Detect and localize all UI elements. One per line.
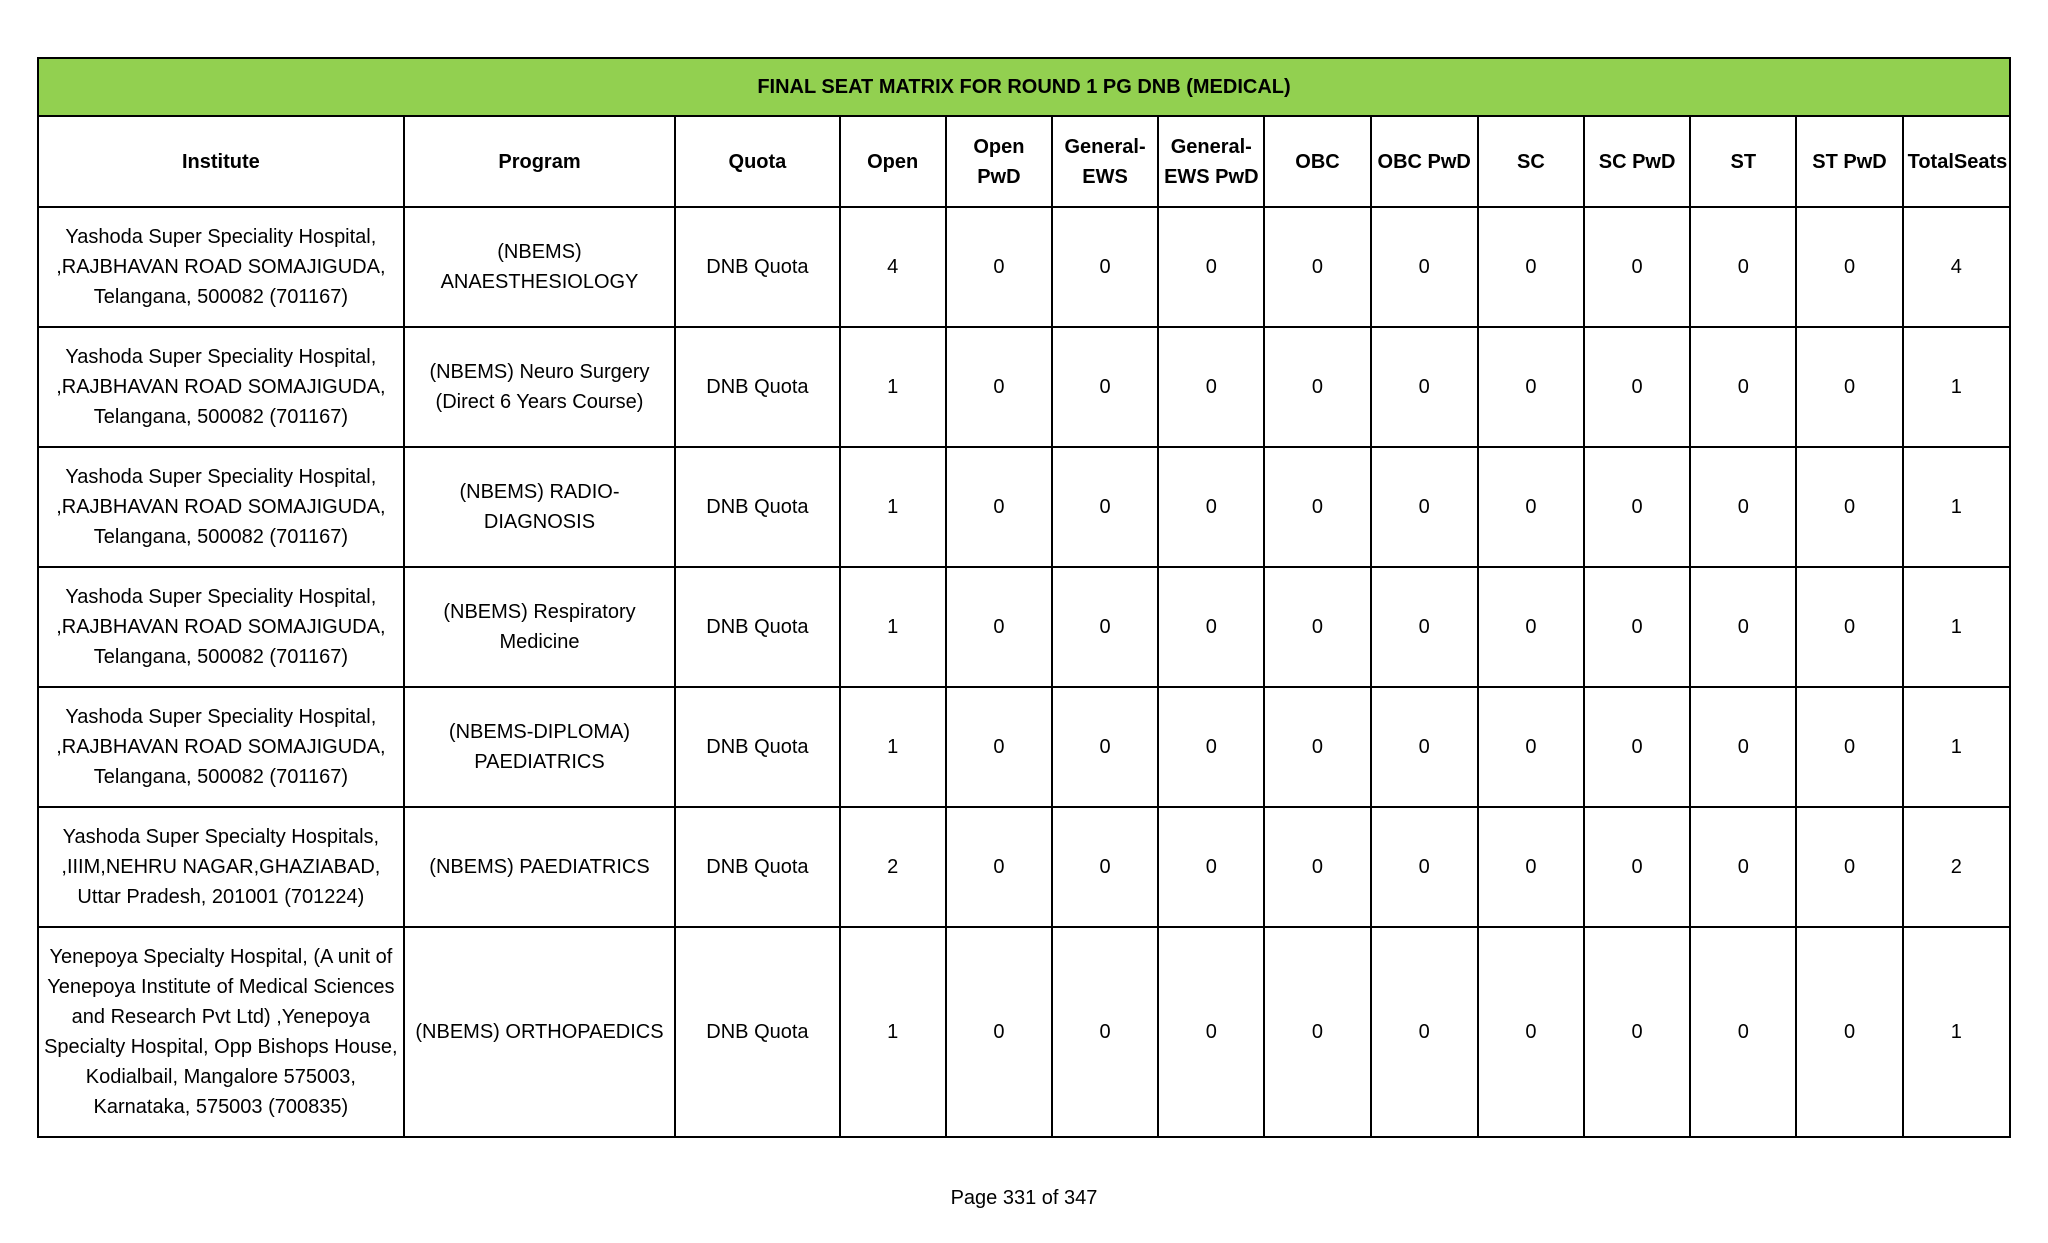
cell-sc-pwd: 0: [1584, 447, 1690, 567]
table-row: [38, 687, 2010, 807]
cell-sc: 0: [1478, 447, 1584, 567]
column-header-program: Program: [404, 116, 676, 207]
cell-total: 2: [1903, 807, 2010, 927]
column-header-open: Open: [840, 116, 946, 207]
column-header-institute: Institute: [38, 116, 404, 207]
column-header-st-pwd: ST PwD: [1796, 116, 1902, 207]
cell-program: (NBEMS) Neuro Surgery (Direct 6 Years Course): [404, 327, 676, 447]
cell-quota: DNB Quota: [675, 567, 839, 687]
cell-general-ews: 0: [1052, 207, 1158, 327]
cell-sc: 0: [1478, 207, 1584, 327]
cell-st-pwd: 0: [1796, 807, 1902, 927]
cell-total: 1: [1903, 927, 2010, 1137]
column-header-open-pwd: Open PwD: [946, 116, 1052, 207]
cell-quota: DNB Quota: [675, 327, 839, 447]
cell-program: (NBEMS) ANAESTHESIOLOGY: [404, 207, 676, 327]
cell-sc-pwd: 0: [1584, 567, 1690, 687]
table-row: [38, 207, 2010, 327]
cell-sc: 0: [1478, 567, 1584, 687]
cell-st-pwd: 0: [1796, 927, 1902, 1137]
cell-open-pwd: 0: [946, 567, 1052, 687]
cell-st-pwd: 0: [1796, 447, 1902, 567]
cell-general-ews: 0: [1052, 327, 1158, 447]
table-title: FINAL SEAT MATRIX FOR ROUND 1 PG DNB (MEDICAL): [38, 58, 2010, 116]
cell-total: 4: [1903, 207, 2010, 327]
cell-st: 0: [1690, 927, 1796, 1137]
cell-quota: DNB Quota: [675, 447, 839, 567]
cell-open: 1: [840, 687, 946, 807]
cell-quota: DNB Quota: [675, 807, 839, 927]
cell-general-ews-pwd: 0: [1158, 807, 1264, 927]
seat-matrix-table: [37, 57, 2011, 1138]
cell-institute: Yashoda Super Speciality Hospital, ,RAJBHAVAN ROAD SOMAJIGUDA, Telangana, 500082 (701167): [38, 207, 404, 327]
cell-general-ews-pwd: 0: [1158, 687, 1264, 807]
cell-obc: 0: [1264, 207, 1370, 327]
cell-sc-pwd: 0: [1584, 687, 1690, 807]
cell-st: 0: [1690, 807, 1796, 927]
cell-open-pwd: 0: [946, 447, 1052, 567]
cell-obc: 0: [1264, 807, 1370, 927]
cell-obc-pwd: 0: [1371, 687, 1478, 807]
cell-open-pwd: 0: [946, 687, 1052, 807]
cell-obc-pwd: 0: [1371, 207, 1478, 327]
cell-total: 1: [1903, 327, 2010, 447]
cell-general-ews-pwd: 0: [1158, 927, 1264, 1137]
cell-sc-pwd: 0: [1584, 207, 1690, 327]
cell-sc-pwd: 0: [1584, 807, 1690, 927]
table-row: [38, 447, 2010, 567]
cell-obc-pwd: 0: [1371, 327, 1478, 447]
cell-program: (NBEMS) Respiratory Medicine: [404, 567, 676, 687]
table-row: [38, 927, 2010, 1137]
cell-program: (NBEMS) RADIO-DIAGNOSIS: [404, 447, 676, 567]
page-number: Page 331 of 347: [950, 1187, 1098, 1209]
cell-general-ews: 0: [1052, 447, 1158, 567]
cell-institute: Yashoda Super Speciality Hospital, ,RAJBHAVAN ROAD SOMAJIGUDA, Telangana, 500082 (701167): [38, 567, 404, 687]
cell-program: (NBEMS) PAEDIATRICS: [404, 807, 676, 927]
table-row: [38, 807, 2010, 927]
cell-program: (NBEMS-DIPLOMA) PAEDIATRICS: [404, 687, 676, 807]
column-header-obc-pwd: OBC PwD: [1371, 116, 1478, 207]
table-row: [38, 567, 2010, 687]
cell-general-ews: 0: [1052, 807, 1158, 927]
cell-st: 0: [1690, 327, 1796, 447]
column-header-quota: Quota: [675, 116, 839, 207]
cell-general-ews-pwd: 0: [1158, 327, 1264, 447]
cell-open-pwd: 0: [946, 207, 1052, 327]
column-header-obc: OBC: [1264, 116, 1370, 207]
cell-institute: Yashoda Super Speciality Hospital, ,RAJBHAVAN ROAD SOMAJIGUDA, Telangana, 500082 (701167): [38, 447, 404, 567]
cell-open-pwd: 0: [946, 927, 1052, 1137]
cell-total: 1: [1903, 567, 2010, 687]
cell-institute: Yashoda Super Speciality Hospital, ,RAJBHAVAN ROAD SOMAJIGUDA, Telangana, 500082 (701167): [38, 687, 404, 807]
column-header-sc: SC: [1478, 116, 1584, 207]
cell-sc: 0: [1478, 327, 1584, 447]
cell-st-pwd: 0: [1796, 327, 1902, 447]
column-header-total: TotalSeats: [1903, 116, 2010, 207]
cell-obc-pwd: 0: [1371, 567, 1478, 687]
cell-quota: DNB Quota: [675, 207, 839, 327]
column-header-st: ST: [1690, 116, 1796, 207]
cell-st: 0: [1690, 567, 1796, 687]
cell-sc-pwd: 0: [1584, 927, 1690, 1137]
cell-sc: 0: [1478, 927, 1584, 1137]
cell-obc-pwd: 0: [1371, 807, 1478, 927]
cell-st-pwd: 0: [1796, 207, 1902, 327]
cell-st: 0: [1690, 207, 1796, 327]
cell-total: 1: [1903, 687, 2010, 807]
cell-obc: 0: [1264, 447, 1370, 567]
cell-sc: 0: [1478, 807, 1584, 927]
cell-sc-pwd: 0: [1584, 327, 1690, 447]
cell-open: 1: [840, 447, 946, 567]
table-body: [38, 207, 2010, 1137]
cell-st-pwd: 0: [1796, 687, 1902, 807]
cell-st: 0: [1690, 447, 1796, 567]
cell-program: (NBEMS) ORTHOPAEDICS: [404, 927, 676, 1137]
cell-open: 4: [840, 207, 946, 327]
column-header-general-ews: General-EWS: [1052, 116, 1158, 207]
cell-quota: DNB Quota: [675, 687, 839, 807]
cell-obc: 0: [1264, 687, 1370, 807]
cell-general-ews-pwd: 0: [1158, 207, 1264, 327]
cell-general-ews-pwd: 0: [1158, 567, 1264, 687]
cell-general-ews-pwd: 0: [1158, 447, 1264, 567]
cell-obc: 0: [1264, 327, 1370, 447]
cell-general-ews: 0: [1052, 927, 1158, 1137]
cell-institute: Yenepoya Specialty Hospital, (A unit of Yenepoya Institute of Medical Sciences and Research Pvt Ltd) ,Yenepoya Specialty Hospital, Opp Bishops House, Kodialbail, Mangalore 575003, Karnataka, 575003 (700835): [38, 927, 404, 1137]
cell-institute: Yashoda Super Speciality Hospital, ,RAJBHAVAN ROAD SOMAJIGUDA, Telangana, 500082 (701167): [38, 327, 404, 447]
cell-general-ews: 0: [1052, 567, 1158, 687]
cell-open-pwd: 0: [946, 327, 1052, 447]
cell-obc-pwd: 0: [1371, 447, 1478, 567]
cell-open: 2: [840, 807, 946, 927]
cell-obc: 0: [1264, 927, 1370, 1137]
cell-open: 1: [840, 927, 946, 1137]
cell-obc-pwd: 0: [1371, 927, 1478, 1137]
cell-general-ews: 0: [1052, 687, 1158, 807]
column-header-row: [38, 116, 2010, 207]
column-header-sc-pwd: SC PwD: [1584, 116, 1690, 207]
cell-st: 0: [1690, 687, 1796, 807]
cell-st-pwd: 0: [1796, 567, 1902, 687]
cell-open: 1: [840, 567, 946, 687]
column-header-general-ews-pwd: General-EWS PwD: [1158, 116, 1264, 207]
table-row: [38, 327, 2010, 447]
cell-institute: Yashoda Super Specialty Hospitals, ,IIIM,NEHRU NAGAR,GHAZIABAD, Uttar Pradesh, 201001 (701224): [38, 807, 404, 927]
cell-open-pwd: 0: [946, 807, 1052, 927]
cell-quota: DNB Quota: [675, 927, 839, 1137]
cell-obc: 0: [1264, 567, 1370, 687]
cell-open: 1: [840, 327, 946, 447]
cell-total: 1: [1903, 447, 2010, 567]
cell-sc: 0: [1478, 687, 1584, 807]
